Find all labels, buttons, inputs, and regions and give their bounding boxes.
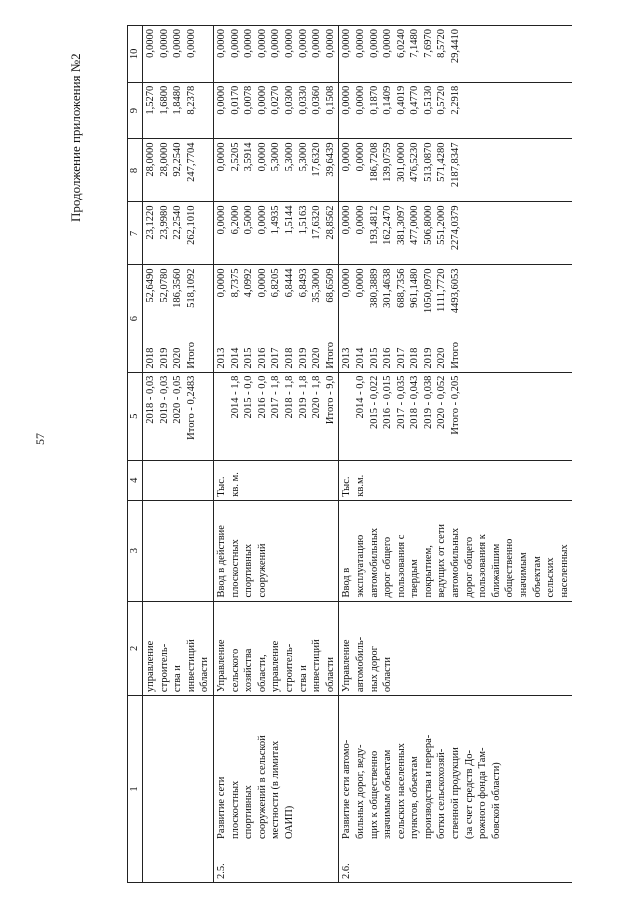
value-cell-9: 1,5270 1,6800 1,8480 8,2378 — [143, 82, 214, 139]
column-number: 1 — [128, 696, 143, 883]
table-row — [213, 26, 338, 883]
column-number-row — [128, 26, 143, 883]
rotated-table-sheet — [127, 25, 627, 883]
executor-cell: управление строитель- ства и инвестиций области — [143, 601, 214, 696]
value-cell-6: 52,6490 52,0780 186,3560 518,1092 — [143, 265, 214, 328]
table-row — [143, 26, 214, 883]
column-number: 4 — [128, 460, 143, 500]
executor-cell: Управление сельского хозяйства области, управление строитель- ства и инвестиций области — [213, 601, 338, 696]
measure-cell — [143, 696, 214, 883]
result-cell: Ввод в действие плоскостных спортивных сооружений — [213, 500, 338, 601]
column-number: 9 — [128, 82, 143, 139]
measure-title: Развитие сети автомо- бильных дорог, веду- щих к общественно значимым объектам сельских населенных пунктов, объектам производства и перера- ботки сельскохозяй- ственной продукции (за счет средств До- рожного фонда Там- бовской области) — [341, 734, 502, 839]
measure-cell — [213, 696, 338, 883]
indicator-cell: 2014 - 1,8 2015 - 0,0 2016 - 0,0 2017 - 1,8 2018 - 1,8 2019 - 1,8 2020 - 1,8 Итого - 9,0 — [213, 372, 338, 460]
executor-cell: Управление автомобиль- ных дорог области — [339, 601, 573, 696]
indicator-cell: 2014 - 0,0 2015 - 0,022 2016 - 0,015 2017 - 0,035 2018 - 0,043 2019 - 0,038 2020 - 0,052 Итого - 0,205 — [339, 372, 573, 460]
year-cell: 2013 2014 2015 2016 2017 2018 2019 2020 Итого — [213, 328, 338, 372]
row-number: 2.6. — [341, 863, 353, 879]
result-cell: Ввод в эксплуатацию автомобильных дорог общего пользования с твердым покрытием, ведущих от сети автомобильных дорог общего пользования к ближайшим общественно значимым объектам сельских населенных — [339, 500, 573, 601]
value-cell-7: 0,0000 6,2000 0,5000 0,0000 1,4935 1,5144 1,5163 17,6320 28,8562 — [213, 202, 338, 265]
program-table — [127, 25, 572, 883]
table-row — [339, 26, 573, 883]
value-cell-6: 0,0000 0,0000 380,3889 301,4638 688,7356 961,1480 1050,0970 1111,7720 4493,6053 — [339, 265, 573, 328]
indicator-cell: 2018 - 0,03 2019 - 0,03 2020 - 0,05 Итого - 0,2483 — [143, 372, 214, 460]
unit-cell — [143, 460, 214, 500]
measure-title: Развитие сети плоскостных спортивных сооружений в сельской местности (в лимитах ОАИП) — [215, 735, 295, 839]
column-number: 10 — [128, 26, 143, 83]
page-number: 57 — [33, 433, 47, 445]
value-cell-8: 0,0000 2,5205 3,5914 0,0000 5,3000 5,3000 5,3000 17,6320 39,6439 — [213, 139, 338, 202]
column-number: 7 — [128, 202, 143, 265]
value-cell-10: 0,0000 0,0000 0,0000 0,0000 — [143, 26, 214, 83]
value-cell-10: 0,0000 0,0000 0,0000 0,0000 6,0240 7,1480 7,6970 8,5720 29,4410 — [339, 26, 573, 83]
value-cell-9: 0,0000 0,0000 0,1870 0,1409 0,4019 0,4770 0,5130 0,5720 2,2918 — [339, 82, 573, 139]
row-number: 2.5. — [215, 863, 227, 879]
column-number: 2 — [128, 601, 143, 696]
value-cell-8: 0,0000 0,0000 186,7208 139,0759 301,0000 476,5230 513,0870 571,4280 2187,8347 — [339, 139, 573, 202]
year-cell: 2018 2019 2020 Итого — [143, 328, 214, 372]
column-number: 5 — [128, 372, 143, 460]
unit-cell: Тыс. кв.м. — [339, 460, 573, 500]
measure-cell — [339, 696, 573, 883]
appendix-header: Продолжение приложения №2 — [68, 53, 83, 222]
column-number: 3 — [128, 500, 143, 601]
value-cell-8: 28,0000 28,0000 92,2540 247,7704 — [143, 139, 214, 202]
value-cell-10: 0,0000 0,0000 0,0000 0,0000 0,0000 0,0000 0,0000 0,0000 0,0000 — [213, 26, 338, 83]
column-number: 8 — [128, 139, 143, 202]
value-cell-6: 0,0000 8,7375 4,0992 0,0000 6,8205 6,8444 6,8493 35,3000 68,6509 — [213, 265, 338, 328]
year-cell: 2013 2014 2015 2016 2017 2018 2019 2020 Итого — [339, 328, 573, 372]
unit-cell: Тыс. кв. м. — [213, 460, 338, 500]
value-cell-9: 0,0000 0,0170 0,0078 0,0000 0,0270 0,0300 0,0330 0,0360 0,1508 — [213, 82, 338, 139]
value-cell-7: 0,0000 0,0000 193,4812 162,2470 381,3097 477,0000 506,8000 551,2000 2274,0379 — [339, 202, 573, 265]
value-cell-7: 23,1220 23,9980 22,2540 262,1010 — [143, 202, 214, 265]
result-cell — [143, 500, 214, 601]
column-number: 6 — [128, 265, 143, 372]
